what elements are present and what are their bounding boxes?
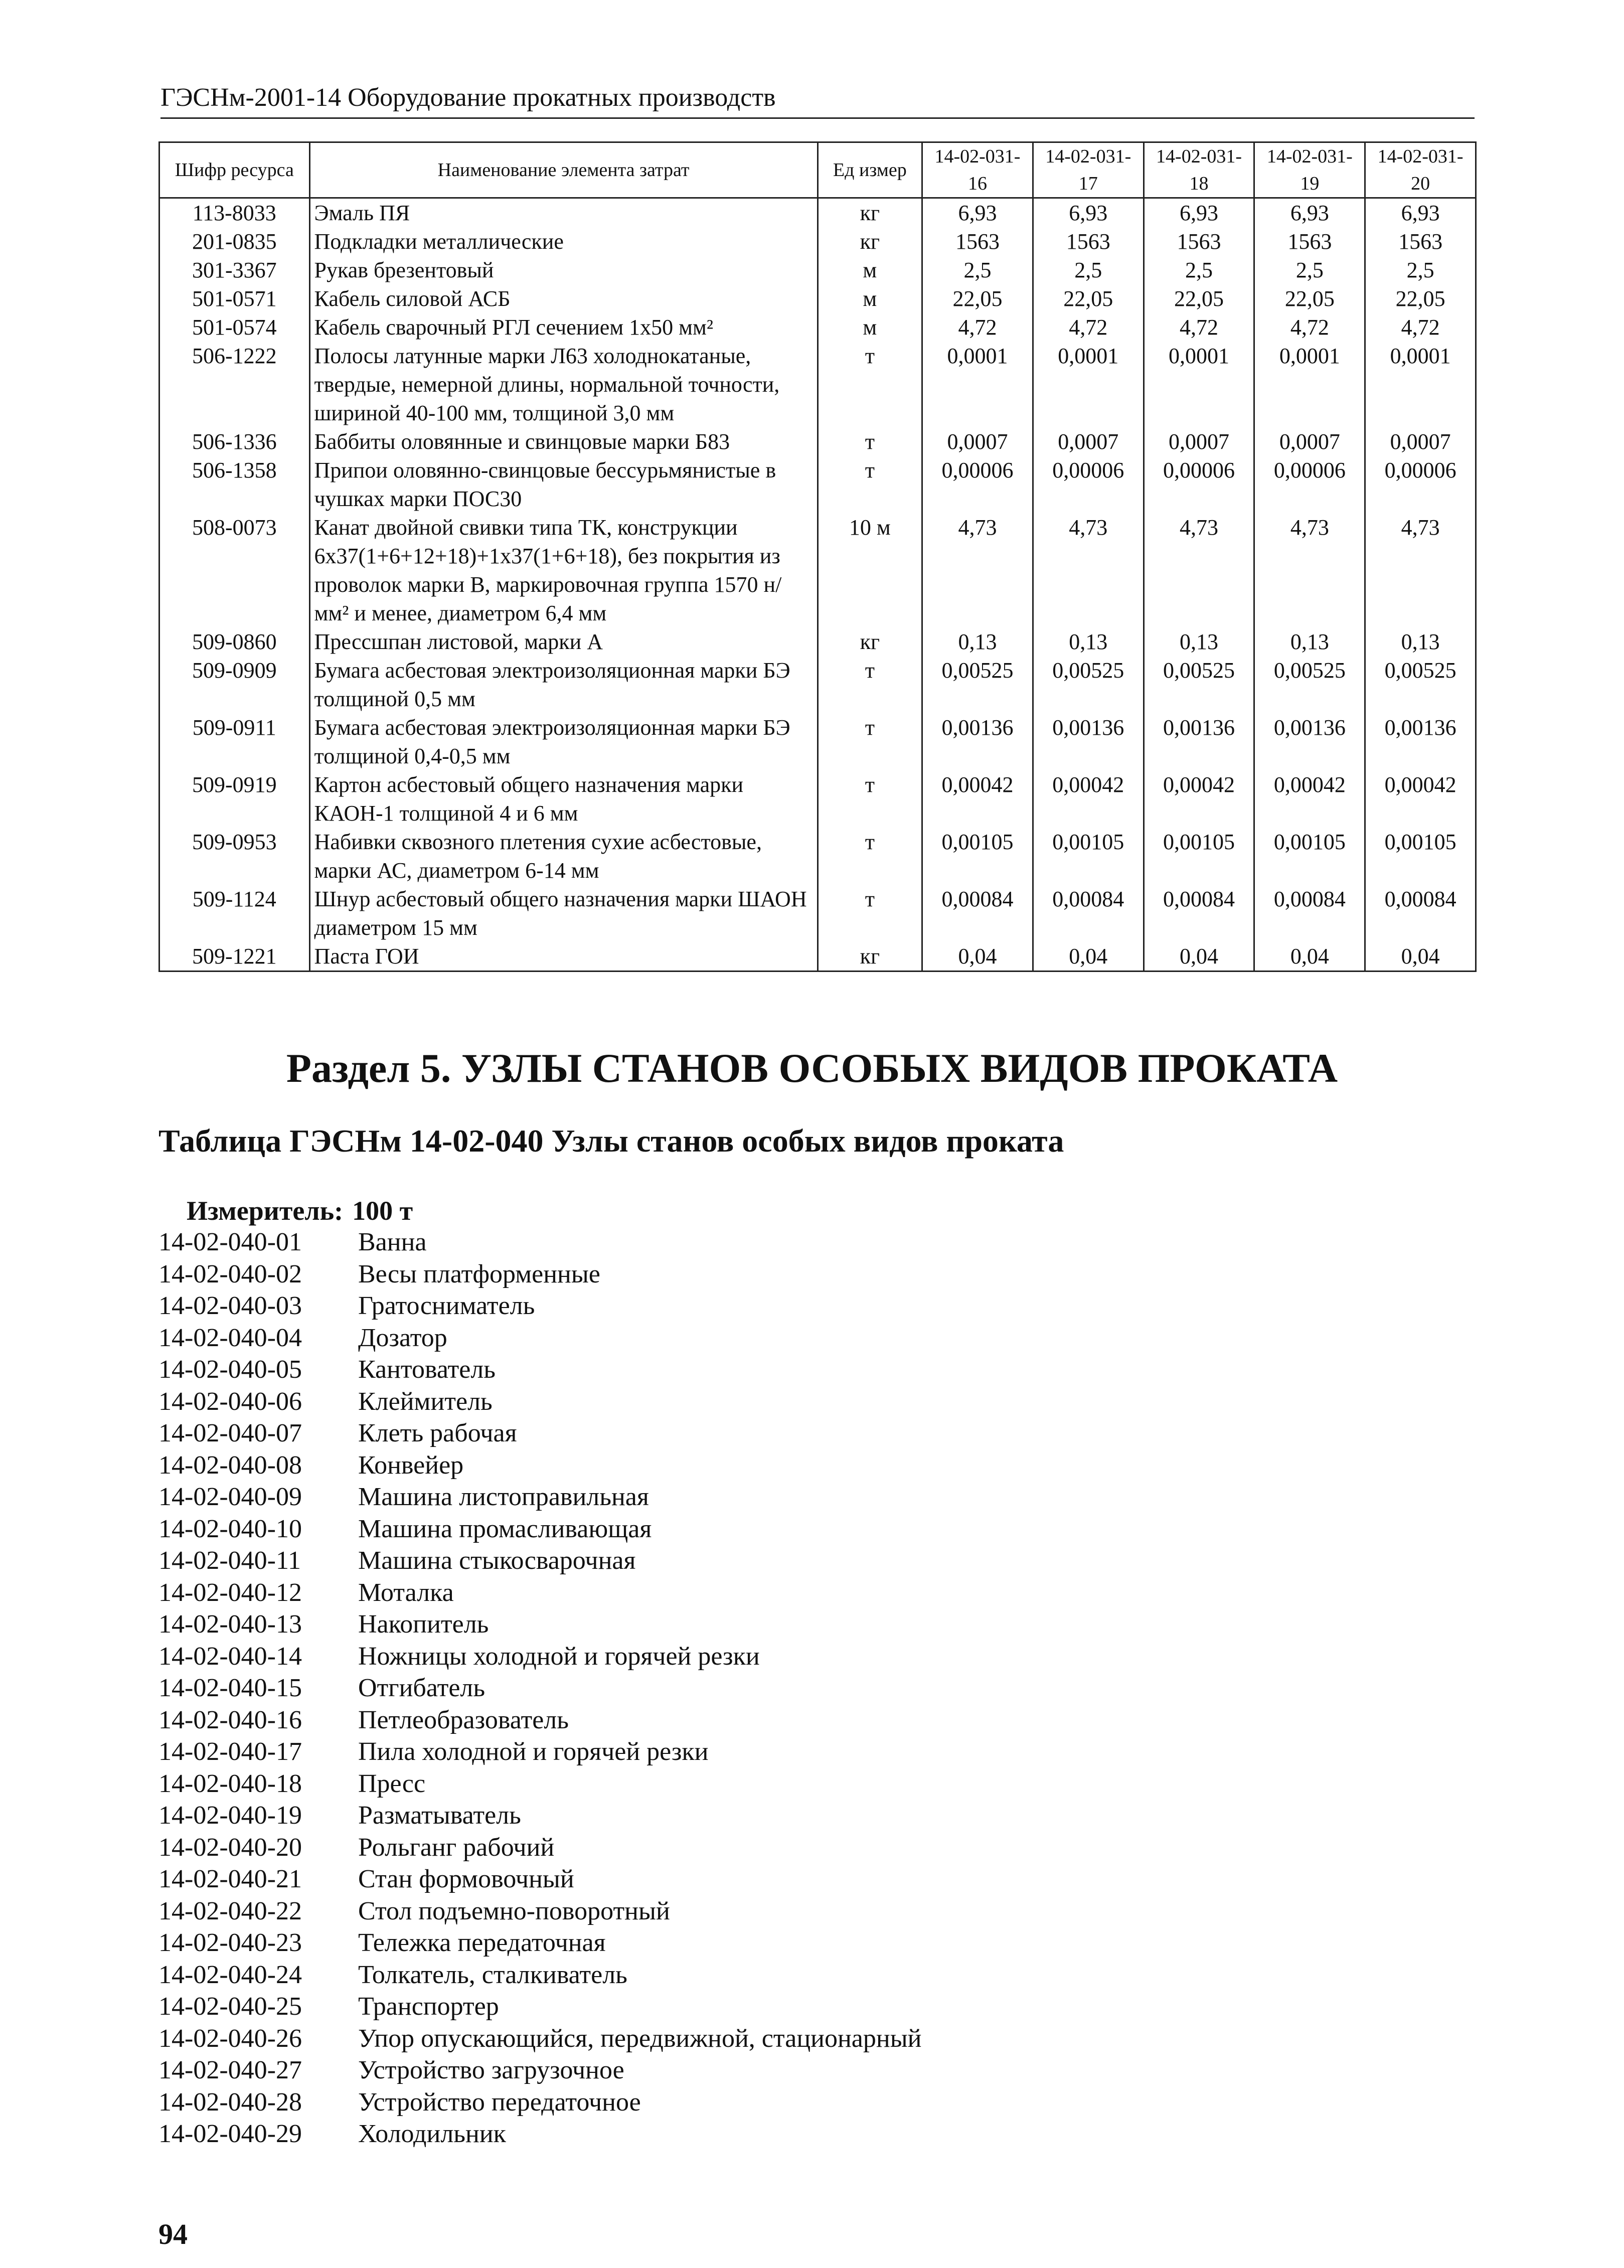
table-row [159,313,1476,342]
norm-value-cell: 0,00525 [922,656,1033,713]
norm-value-cell: 0,00084 [1144,885,1254,942]
norm-value-cell: 6,93 [1254,198,1365,228]
resource-code-cell: 506-1222 [159,342,310,427]
norm-value-cell: 1563 [1254,227,1365,256]
norm-value-cell: 0,04 [1254,942,1365,971]
item-name: Устройство загрузочное [358,2056,624,2084]
resource-code-cell: 509-0911 [159,713,310,770]
list-item [158,1672,921,1704]
item-name: Ванна [358,1228,427,1256]
item-code: 14-02-040-11 [158,1546,301,1575]
norm-value-cell: 0,00525 [1365,656,1476,713]
norm-value-cell: 0,00084 [922,885,1033,942]
item-code: 14-02-040-15 [158,1674,302,1702]
norm-value-cell: 2,5 [1254,256,1365,284]
norm-value-cell: 6,93 [1365,198,1476,228]
resource-unit-cell: м [818,256,922,284]
list-item [158,2086,921,2119]
norm-value-cell: 0,0007 [1365,427,1476,456]
resource-unit-cell: кг [818,227,922,256]
norm-value-cell: 0,0001 [1254,342,1365,427]
item-name: Разматыватель [358,1801,521,1830]
norm-value-cell: 0,00084 [1033,885,1144,942]
item-code: 14-02-040-23 [158,1928,302,1957]
norm-value-cell: 0,00136 [1144,713,1254,770]
norm-value-cell: 2,5 [1033,256,1144,284]
list-item [158,1386,921,1418]
table-row [159,456,1476,513]
item-name: Накопитель [358,1610,489,1639]
resource-code-cell: 501-0571 [159,284,310,313]
norm-value-cell: 6,93 [922,198,1033,228]
item-code: 14-02-040-29 [158,2120,302,2148]
norm-value-cell: 4,73 [1033,513,1144,627]
item-code: 14-02-040-03 [158,1291,302,1320]
norm-value-cell: 0,0007 [1033,427,1144,456]
resource-code-cell: 509-0909 [159,656,310,713]
resource-code-cell: 201-0835 [159,227,310,256]
measure-line [187,1195,413,1227]
item-code: 14-02-040-17 [158,1737,302,1766]
item-name: Машина промасливающая [358,1514,652,1543]
list-item [158,1513,921,1545]
list-item [158,2118,921,2150]
item-name: Кантователь [358,1355,496,1384]
resource-unit-cell: 10 м [818,513,922,627]
norm-value-cell: 0,04 [922,942,1033,971]
resource-code-cell: 113-8033 [159,198,310,228]
list-item [158,1322,921,1354]
norm-value-cell: 22,05 [1033,284,1144,313]
column-header-unit: Ед измер [818,142,922,198]
list-item [158,1258,921,1290]
item-name: Тележка передаточная [358,1928,606,1957]
item-name: Стол подъемно-поворотный [358,1896,670,1925]
list-item [158,1449,921,1482]
item-code: 14-02-040-22 [158,1896,302,1925]
column-header-name: Наименование элемента затрат [309,142,818,198]
table-row [159,885,1476,942]
page-number: 94 [158,2218,188,2250]
norm-value-cell: 0,0001 [1144,342,1254,427]
norm-value-cell: 0,0007 [922,427,1033,456]
list-item [158,1959,921,1991]
resource-unit-cell: кг [818,942,922,971]
item-code: 14-02-040-27 [158,2056,302,2084]
item-name: Толкатель, сталкиватель [358,1960,627,1989]
norm-value-cell: 0,04 [1365,942,1476,971]
table-row [159,342,1476,427]
table-row [159,656,1476,713]
table-row [159,713,1476,770]
norm-value-cell: 22,05 [1144,284,1254,313]
resource-name-cell: Бумага асбестовая электроизоляционная марки БЭ толщиной 0,5 мм [309,656,818,713]
list-item [158,1354,921,1386]
norm-value-cell: 0,0001 [1033,342,1144,427]
norm-value-cell: 0,00525 [1254,656,1365,713]
norm-value-cell: 0,00006 [1144,456,1254,513]
norm-value-cell: 1563 [1144,227,1254,256]
item-name: Упор опускающийся, передвижной, стационарный [358,2024,922,2053]
norm-value-cell: 0,13 [1254,627,1365,656]
norm-value-cell: 4,72 [1254,313,1365,342]
item-name: Петлеобразователь [358,1705,569,1734]
column-header-norm: 14-02-031-17 [1033,142,1144,198]
resource-name-cell: Подкладки металлические [309,227,818,256]
item-code: 14-02-040-25 [158,1992,302,2021]
norm-value-cell: 4,73 [922,513,1033,627]
item-code: 14-02-040-06 [158,1387,302,1416]
norm-value-cell: 0,00136 [1254,713,1365,770]
resource-name-cell: Шнур асбестовый общего назначения марки ШАОН диаметром 15 мм [309,885,818,942]
table-row [159,427,1476,456]
item-name: Транспортер [358,1992,499,2021]
column-header-norm: 14-02-031-16 [922,142,1033,198]
item-code: 14-02-040-14 [158,1642,302,1671]
resource-unit-cell: м [818,284,922,313]
item-code: 14-02-040-07 [158,1419,302,1447]
norm-value-cell: 0,00105 [1144,828,1254,885]
table-row [159,513,1476,627]
list-item [158,1991,921,2023]
norm-value-cell: 0,0001 [922,342,1033,427]
list-item [158,2054,921,2086]
table-title: Таблица ГЭСНм 14-02-040 Узлы станов особых видов проката [158,1123,1064,1159]
resource-code-cell: 501-0574 [159,313,310,342]
resource-name-cell: Кабель силовой АСБ [309,284,818,313]
resource-unit-cell: т [818,456,922,513]
resource-code-cell: 508-0073 [159,513,310,627]
norm-value-cell: 4,72 [1033,313,1144,342]
norm-value-cell: 0,04 [1144,942,1254,971]
norm-value-cell: 0,00084 [1365,885,1476,942]
list-item [158,1608,921,1641]
item-name: Клеть рабочая [358,1419,517,1447]
resource-name-cell: Баббиты оловянные и свинцовые марки Б83 [309,427,818,456]
item-name: Гратосниматель [358,1291,535,1320]
item-code: 14-02-040-13 [158,1610,302,1639]
norm-value-cell: 0,00042 [1033,770,1144,828]
norm-value-cell: 0,00525 [1144,656,1254,713]
resource-name-cell: Набивки сквозного плетения сухие асбестовые, марки АС, диаметром 6-14 мм [309,828,818,885]
table-row [159,942,1476,971]
norm-value-cell: 4,73 [1254,513,1365,627]
norm-value-cell: 0,13 [1365,627,1476,656]
norm-value-cell: 0,00105 [1365,828,1476,885]
resource-unit-cell: кг [818,627,922,656]
norm-value-cell: 1563 [922,227,1033,256]
list-item [158,1863,921,1895]
item-name: Клеймитель [358,1387,493,1416]
list-item [158,2023,921,2055]
item-name: Ножницы холодной и горячей резки [358,1642,760,1671]
resource-table [158,141,1477,972]
norm-items-list [158,1226,921,2150]
table-row [159,627,1476,656]
item-code: 14-02-040-28 [158,2087,302,2117]
norm-value-cell: 0,00042 [1365,770,1476,828]
norm-value-cell: 4,73 [1144,513,1254,627]
item-code: 14-02-040-05 [158,1355,302,1384]
norm-value-cell: 0,00006 [922,456,1033,513]
norm-value-cell: 0,00105 [1254,828,1365,885]
item-code: 14-02-040-21 [158,1865,302,1893]
norm-value-cell: 22,05 [922,284,1033,313]
resource-code-cell: 506-1336 [159,427,310,456]
resource-name-cell: Припои оловянно-свинцовые бессурьмянистые в чушках марки ПОС30 [309,456,818,513]
resource-code-cell: 506-1358 [159,456,310,513]
measure-label: Измеритель: [187,1196,344,1226]
item-name: Весы платформенные [358,1259,600,1288]
norm-value-cell: 0,00042 [922,770,1033,828]
resource-code-cell: 509-1124 [159,885,310,942]
norm-value-cell: 0,00006 [1033,456,1144,513]
resource-name-cell: Рукав брезентовый [309,256,818,284]
resource-code-cell: 509-0953 [159,828,310,885]
list-item [158,1417,921,1449]
resource-unit-cell: т [818,656,922,713]
item-code: 14-02-040-09 [158,1483,302,1511]
column-header-norm: 14-02-031-19 [1254,142,1365,198]
section-title: Раздел 5. УЗЛЫ СТАНОВ ОСОБЫХ ВИДОВ ПРОКАТА [286,1045,1338,1091]
list-item [158,1704,921,1736]
norm-value-cell: 2,5 [1144,256,1254,284]
list-item [158,1545,921,1577]
item-code: 14-02-040-24 [158,1960,302,1989]
resource-code-cell: 301-3367 [159,256,310,284]
item-code: 14-02-040-19 [158,1801,302,1830]
item-name: Конвейер [358,1450,464,1480]
norm-value-cell: 1563 [1365,227,1476,256]
norm-value-cell: 0,00006 [1365,456,1476,513]
resource-unit-cell: т [818,770,922,828]
item-code: 14-02-040-26 [158,2024,302,2053]
resource-unit-cell: т [818,342,922,427]
item-name: Моталка [358,1578,454,1607]
column-header-norm: 14-02-031-18 [1144,142,1254,198]
list-item [158,1226,921,1258]
norm-value-cell: 0,0007 [1144,427,1254,456]
resource-name-cell: Полосы латунные марки Л63 холоднокатаные, твердые, немерной длины, нормальной точности, шириной 40-100 мм, толщиной 3,0 мм [309,342,818,427]
norm-value-cell: 2,5 [1365,256,1476,284]
resource-code-cell: 509-0919 [159,770,310,828]
resource-unit-cell: т [818,713,922,770]
norm-value-cell: 1563 [1033,227,1144,256]
resource-unit-cell: м [818,313,922,342]
resource-name-cell: Эмаль ПЯ [309,198,818,228]
resource-name-cell: Прессшпан листовой, марки А [309,627,818,656]
norm-value-cell: 0,00136 [922,713,1033,770]
norm-value-cell: 0,13 [1144,627,1254,656]
norm-value-cell: 0,13 [922,627,1033,656]
item-name: Пила холодной и горячей резки [358,1737,709,1766]
resource-name-cell: Бумага асбестовая электроизоляционная марки БЭ толщиной 0,4-0,5 мм [309,713,818,770]
item-code: 14-02-040-10 [158,1514,302,1543]
table-row [159,256,1476,284]
item-name: Машина стыкосварочная [358,1546,636,1575]
resource-name-cell: Картон асбестовый общего назначения марки КАОН-1 толщиной 4 и 6 мм [309,770,818,828]
norm-value-cell: 4,72 [922,313,1033,342]
item-code: 14-02-040-04 [158,1323,302,1352]
resource-unit-cell: кг [818,198,922,228]
norm-value-cell: 4,72 [1365,313,1476,342]
resource-unit-cell: т [818,828,922,885]
norm-value-cell: 0,00136 [1033,713,1144,770]
norm-value-cell: 0,00105 [922,828,1033,885]
norm-value-cell: 2,5 [922,256,1033,284]
list-item [158,1641,921,1673]
item-code: 14-02-040-20 [158,1833,302,1862]
norm-value-cell: 0,00006 [1254,456,1365,513]
item-name: Дозатор [358,1323,447,1352]
resource-name-cell: Паста ГОИ [309,942,818,971]
resource-name-cell: Кабель сварочный РГЛ сечением 1х50 мм² [309,313,818,342]
measure-value: 100 т [352,1196,413,1226]
item-code: 14-02-040-12 [158,1578,302,1607]
list-item [158,1927,921,1959]
norm-value-cell: 0,04 [1033,942,1144,971]
list-item [158,1800,921,1832]
table-row [159,770,1476,828]
column-header-code: Шифр ресурса [159,142,310,198]
item-code: 14-02-040-01 [158,1228,302,1256]
table-row [159,227,1476,256]
resource-unit-cell: т [818,885,922,942]
table-row [159,284,1476,313]
item-name: Машина листоправильная [358,1483,649,1511]
item-code: 14-02-040-16 [158,1705,302,1734]
norm-value-cell: 0,00136 [1365,713,1476,770]
norm-value-cell: 0,00105 [1033,828,1144,885]
resource-name-cell: Канат двойной свивки типа ТК, конструкции 6х37(1+6+12+18)+1х37(1+6+18), без покрытия из проволок марки В, маркировочная группа 1570 н/мм² и менее, диаметром 6,4 мм [309,513,818,627]
norm-value-cell: 6,93 [1144,198,1254,228]
table-header-row [159,142,1476,198]
norm-value-cell: 0,00042 [1144,770,1254,828]
table-row [159,198,1476,228]
list-item [158,1832,921,1864]
running-header: ГЭСНм-2001-14 Оборудование прокатных производств [160,80,1475,119]
item-name: Отгибатель [358,1674,485,1702]
list-item [158,1736,921,1768]
item-code: 14-02-040-08 [158,1450,302,1480]
item-code: 14-02-040-02 [158,1259,302,1288]
norm-value-cell: 22,05 [1254,284,1365,313]
item-name: Рольганг рабочий [358,1833,555,1862]
list-item [158,1577,921,1609]
norm-value-cell: 0,0007 [1254,427,1365,456]
column-header-norm: 14-02-031-20 [1365,142,1476,198]
resource-code-cell: 509-1221 [159,942,310,971]
resource-table-body [159,198,1476,971]
norm-value-cell: 0,00042 [1254,770,1365,828]
item-name: Пресс [358,1769,426,1798]
item-name: Холодильник [358,2120,506,2148]
item-code: 14-02-040-18 [158,1769,302,1798]
resource-code-cell: 509-0860 [159,627,310,656]
item-name: Устройство передаточное [358,2087,641,2117]
list-item [158,1895,921,1927]
list-item [158,1768,921,1800]
norm-value-cell: 0,13 [1033,627,1144,656]
norm-value-cell: 4,72 [1144,313,1254,342]
norm-value-cell: 0,00084 [1254,885,1365,942]
table-row [159,828,1476,885]
item-name: Стан формовочный [358,1865,574,1893]
norm-value-cell: 0,0001 [1365,342,1476,427]
norm-value-cell: 6,93 [1033,198,1144,228]
list-item [158,1481,921,1513]
resource-unit-cell: т [818,427,922,456]
norm-value-cell: 22,05 [1365,284,1476,313]
norm-value-cell: 0,00525 [1033,656,1144,713]
list-item [158,1290,921,1322]
norm-value-cell: 4,73 [1365,513,1476,627]
